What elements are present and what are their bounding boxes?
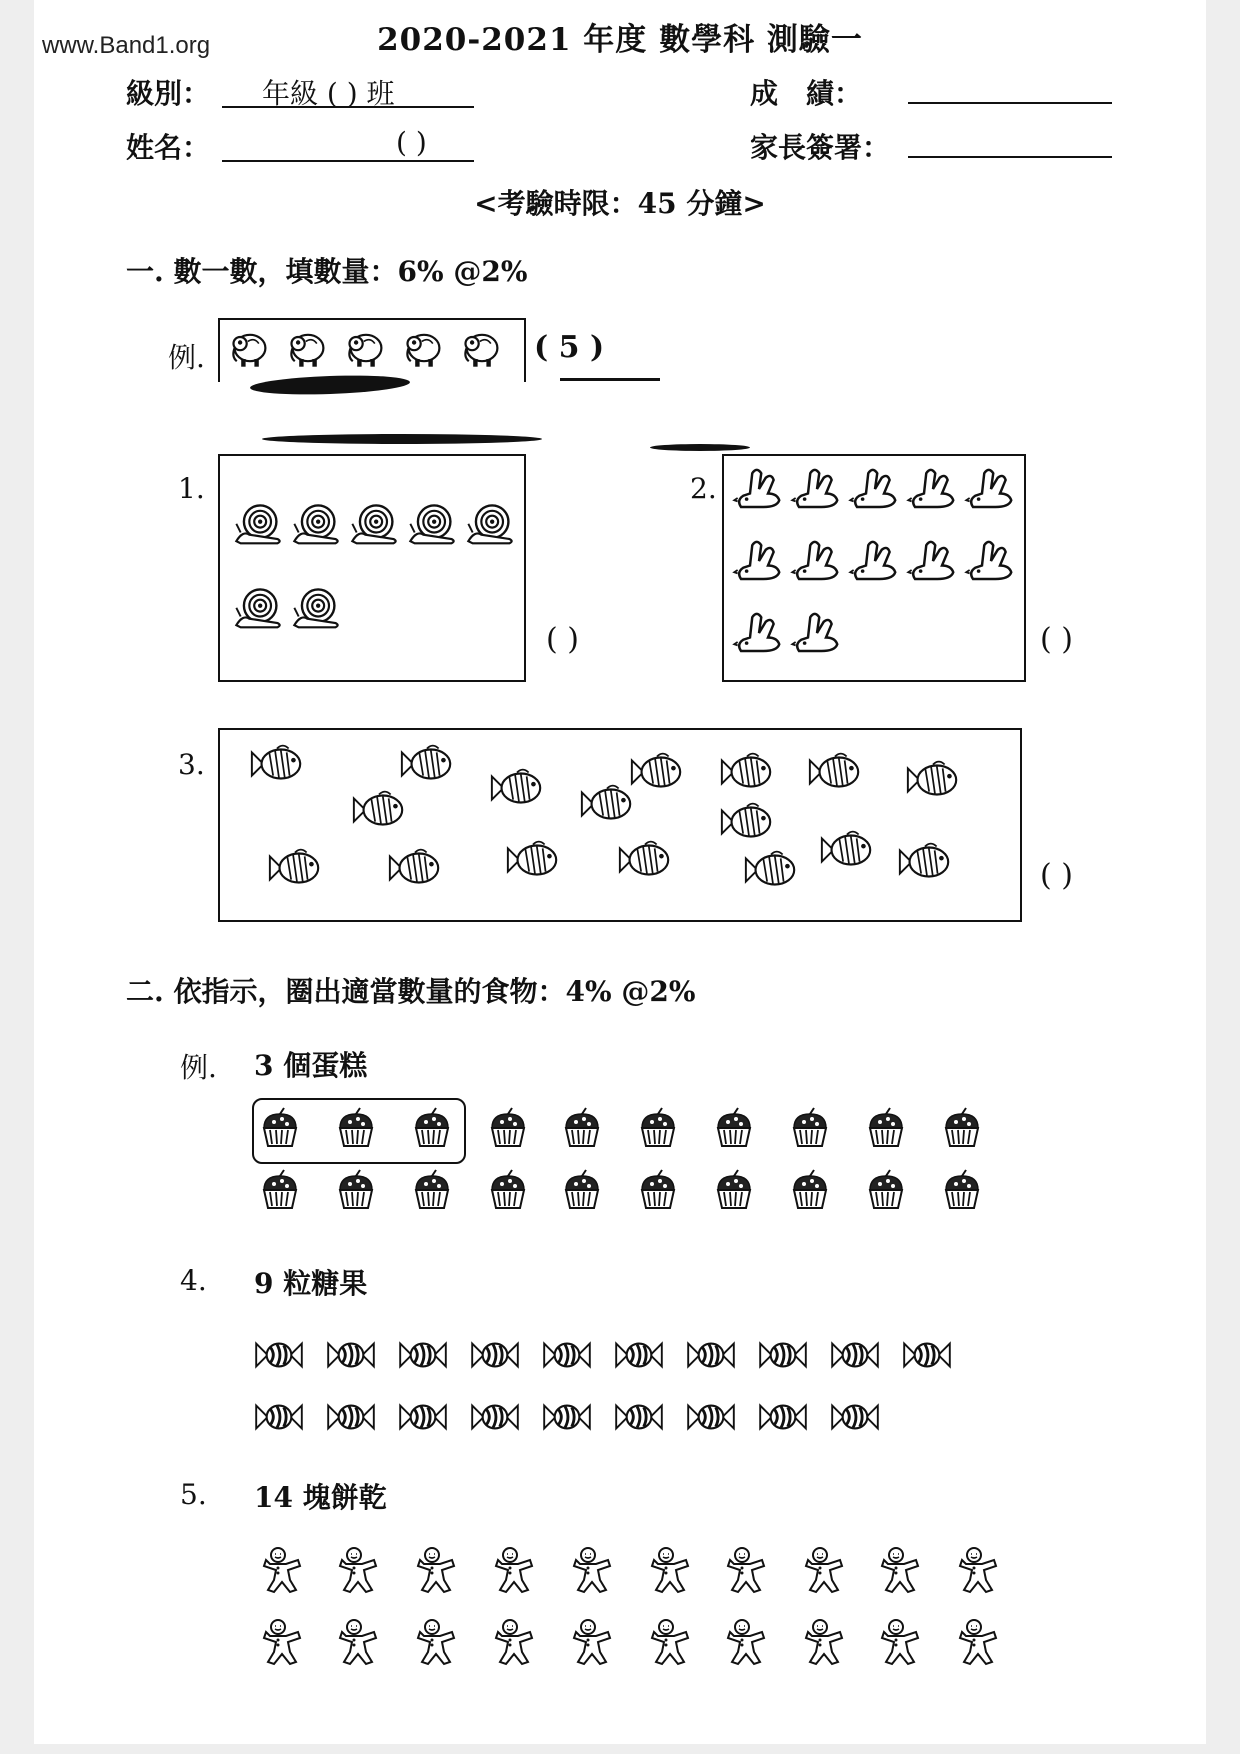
cupcake-icon — [788, 1168, 832, 1216]
snail-icon — [348, 500, 400, 556]
candy-icon — [254, 1336, 304, 1378]
grade-field-line[interactable] — [908, 102, 1112, 104]
question5-text: 14 塊餅乾 — [254, 1481, 387, 1514]
question5-number: 5. — [180, 1478, 207, 1511]
fish-icon — [896, 840, 954, 888]
section1-example-answer: ( 5 ) — [534, 330, 605, 365]
bird-icon — [732, 534, 786, 592]
gingerbread-icon — [564, 1546, 612, 1598]
gingerbread-icon — [872, 1618, 920, 1670]
candy-icon — [902, 1336, 952, 1378]
fish-icon — [806, 750, 864, 798]
fish-icon — [742, 848, 800, 896]
gingerbread-icon — [718, 1546, 766, 1598]
candy-icon — [758, 1336, 808, 1378]
bird-icon — [848, 462, 902, 520]
snail-icon — [464, 500, 516, 556]
gingerbread-icon — [254, 1546, 302, 1598]
candy-icon — [398, 1336, 448, 1378]
bird-icon — [964, 462, 1018, 520]
question2-answer[interactable]: ( ) — [1040, 622, 1073, 657]
fish-icon — [350, 788, 408, 836]
question2-number: 2. — [690, 472, 717, 505]
cupcake-icon — [712, 1106, 756, 1154]
name-number-paren: ( ) — [396, 126, 427, 159]
elephant-icon — [402, 326, 446, 374]
class-field-line[interactable] — [222, 106, 474, 108]
page-title: 2020-2021 年度 數學科 測驗一 — [377, 22, 863, 58]
candy-icon — [470, 1336, 520, 1378]
cupcake-icon — [864, 1106, 908, 1154]
gingerbread-icon — [408, 1618, 456, 1670]
question4-number: 4. — [180, 1264, 207, 1297]
cupcake-icon — [258, 1168, 302, 1216]
gingerbread-icon — [872, 1546, 920, 1598]
cupcake-icon — [410, 1168, 454, 1216]
bird-icon — [732, 462, 786, 520]
elephant-icon — [344, 326, 388, 374]
bird-icon — [964, 534, 1018, 592]
fish-icon — [386, 846, 444, 894]
gingerbread-icon — [796, 1546, 844, 1598]
cupcake-icon — [486, 1106, 530, 1154]
class-value: 年級 ( ) 班 — [262, 77, 395, 110]
gingerbread-icon — [718, 1618, 766, 1670]
candy-icon — [830, 1336, 880, 1378]
question3-number: 3. — [178, 748, 205, 781]
name-label: 姓名： — [126, 131, 211, 164]
cupcake-icon — [940, 1106, 984, 1154]
snail-icon — [232, 584, 284, 640]
snail-icon — [290, 500, 342, 556]
scan-smudge — [262, 434, 542, 444]
fish-icon — [628, 750, 686, 798]
candy-icon — [614, 1398, 664, 1440]
question1-answer[interactable]: ( ) — [546, 622, 579, 657]
cupcake-icon — [560, 1106, 604, 1154]
scan-smudge — [650, 444, 750, 451]
cupcake-icon — [486, 1168, 530, 1216]
candy-icon — [326, 1336, 376, 1378]
time-limit: <考驗時限：45 分鐘> — [474, 187, 766, 220]
snail-icon — [406, 500, 458, 556]
fish-icon — [266, 846, 324, 894]
candy-icon — [686, 1398, 736, 1440]
gingerbread-icon — [408, 1546, 456, 1598]
bird-icon — [906, 534, 960, 592]
cupcake-icon — [334, 1168, 378, 1216]
cupcake-icon — [636, 1106, 680, 1154]
gingerbread-icon — [950, 1618, 998, 1670]
gingerbread-icon — [642, 1546, 690, 1598]
snail-icon — [232, 500, 284, 556]
candy-icon — [614, 1336, 664, 1378]
cupcake-icon — [940, 1168, 984, 1216]
fish-icon — [578, 782, 636, 830]
section1-heading: 一. 數一數，填數量：6% @2% — [126, 255, 528, 288]
class-label: 級別： — [126, 77, 211, 110]
bird-icon — [848, 534, 902, 592]
question1-number: 1. — [178, 472, 205, 505]
fish-icon — [718, 800, 776, 848]
question4-text: 9 粒糖果 — [254, 1267, 368, 1300]
cupcake-icon — [258, 1106, 302, 1154]
candy-icon — [686, 1336, 736, 1378]
candy-icon — [758, 1398, 808, 1440]
gingerbread-icon — [796, 1618, 844, 1670]
fish-icon — [818, 828, 876, 876]
gingerbread-icon — [330, 1618, 378, 1670]
gingerbread-icon — [564, 1618, 612, 1670]
gingerbread-icon — [254, 1618, 302, 1670]
fish-icon — [248, 742, 306, 790]
candy-icon — [254, 1398, 304, 1440]
section1-example-box — [218, 318, 526, 382]
name-field-line[interactable] — [222, 160, 474, 162]
example-underline — [560, 378, 660, 381]
cupcake-icon — [864, 1168, 908, 1216]
question3-box — [218, 728, 1022, 922]
candy-icon — [326, 1398, 376, 1440]
cupcake-icon — [788, 1106, 832, 1154]
elephant-icon — [228, 326, 272, 374]
cupcake-icon — [334, 1106, 378, 1154]
fish-icon — [398, 742, 456, 790]
cupcake-icon — [410, 1106, 454, 1154]
candy-icon — [830, 1398, 880, 1440]
bird-icon — [790, 462, 844, 520]
parent-signature-label: 家長簽署： — [750, 131, 891, 164]
section1-example-label: 例. — [168, 341, 205, 374]
candy-icon — [398, 1398, 448, 1440]
section2-example-text: 3 個蛋糕 — [254, 1049, 368, 1082]
gingerbread-icon — [330, 1546, 378, 1598]
gingerbread-icon — [486, 1546, 534, 1598]
snail-icon — [290, 584, 342, 640]
fish-icon — [504, 838, 562, 886]
question3-answer[interactable]: ( ) — [1040, 858, 1073, 893]
question1-box — [218, 454, 526, 682]
section2-example-label: 例. — [180, 1051, 217, 1084]
question2-box — [722, 454, 1026, 682]
grade-label: 成 績： — [750, 77, 863, 110]
bird-icon — [732, 606, 786, 664]
fish-icon — [488, 766, 546, 814]
bird-icon — [790, 534, 844, 592]
fish-icon — [718, 750, 776, 798]
gingerbread-icon — [486, 1618, 534, 1670]
section2-heading: 二. 依指示，圈出適當數量的食物：4% @2% — [126, 975, 696, 1008]
gingerbread-icon — [642, 1618, 690, 1670]
watermark: www.Band1.org — [42, 32, 211, 59]
parent-signature-line[interactable] — [908, 156, 1112, 158]
candy-icon — [542, 1336, 592, 1378]
cupcake-icon — [712, 1168, 756, 1216]
fish-icon — [904, 758, 962, 806]
elephant-icon — [286, 326, 330, 374]
cupcake-icon — [636, 1168, 680, 1216]
bird-icon — [790, 606, 844, 664]
elephant-icon — [460, 326, 504, 374]
candy-icon — [542, 1398, 592, 1440]
fish-icon — [616, 838, 674, 886]
bird-icon — [906, 462, 960, 520]
cupcake-icon — [560, 1168, 604, 1216]
gingerbread-icon — [950, 1546, 998, 1598]
candy-icon — [470, 1398, 520, 1440]
